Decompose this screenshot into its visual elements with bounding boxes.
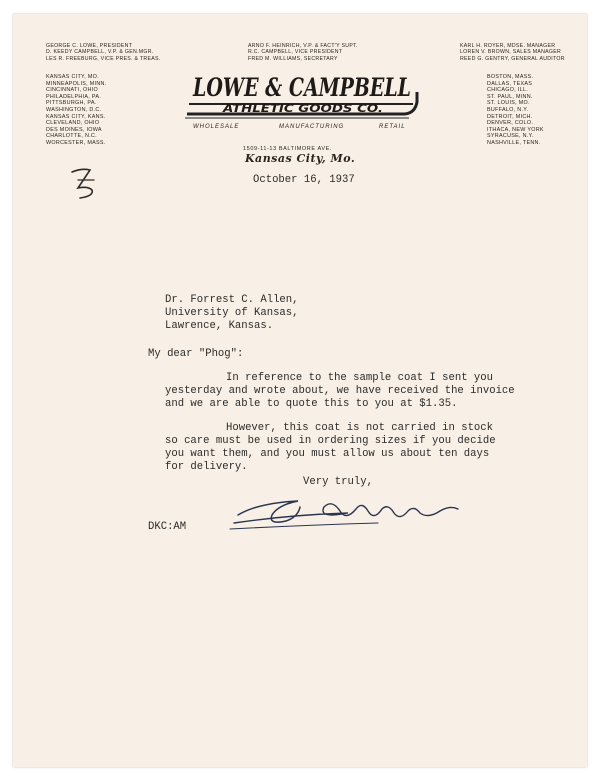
company-city: Kansas City, Mo.: [245, 152, 356, 165]
city-line: CINCINNATI, OHIO: [46, 87, 99, 94]
city-line: DENVER, COLO.: [487, 120, 534, 127]
city-line: ST. LOUIS, MO.: [487, 100, 530, 107]
logo-tag-retail: RETAIL: [379, 124, 406, 130]
officers-right: [460, 43, 565, 62]
officers-left: [46, 43, 160, 62]
logo-main-text: LOWE & CAMPBELL: [192, 73, 411, 102]
paragraph-2-line: so care must be used in ordering sizes if you decide: [165, 435, 496, 447]
officers-center: [248, 43, 358, 62]
city-line: NASHVILLE, TENN.: [487, 139, 541, 146]
city-line: KANSAS CITY, MO.: [46, 74, 99, 80]
officer-line: FRED M. WILLIAMS, SECRETARY: [248, 55, 338, 62]
recipient-line: University of Kansas,: [165, 307, 299, 319]
recipient-line: Dr. Forrest C. Allen,: [165, 294, 299, 306]
paragraph-2-line: However, this coat is not carried in stock: [226, 422, 494, 434]
city-line: MINNEAPOLIS, MINN.: [46, 80, 107, 87]
city-line: DES MOINES, IOWA: [46, 126, 102, 133]
city-line: PHILADELPHIA, PA.: [46, 93, 102, 100]
city-line: WASHINGTON, D.C.: [46, 106, 102, 113]
handwritten-mark-icon: [68, 164, 102, 204]
logo-sub-text: ATHLETIC GOODS CO.: [221, 102, 383, 115]
logo-tag-wholesale: WHOLESALE: [193, 124, 240, 130]
typist-initials: DKC:AM: [148, 521, 187, 533]
city-line: DETROIT, MICH.: [487, 113, 533, 120]
city-line: KANSAS CITY, KANS.: [46, 113, 106, 120]
city-line: DALLAS, TEXAS: [487, 80, 533, 87]
company-address: 1509-11-13 BALTIMORE AVE.: [243, 146, 332, 152]
logo-tag-manufacturing: MANUFACTURING: [279, 124, 345, 130]
officer-line: D. KEEDY CAMPBELL, V.P. & GEN.MGR.: [46, 49, 154, 56]
officer-line: R.C. CAMPBELL, VICE PRESIDENT: [248, 49, 343, 56]
city-line: ST. PAUL, MINN.: [487, 93, 533, 100]
officer-line: GEORGE C. LOWE, PRESIDENT: [46, 43, 133, 49]
cities-left: [46, 74, 107, 147]
company-logo: [183, 66, 419, 132]
city-line: SYRACUSE, N.Y.: [487, 133, 534, 140]
paragraph-1-line: and we are able to quote this to you at $1.35.: [165, 398, 458, 410]
officer-line: ARNO F. HEINRICH, V.P. & FACT'Y SUPT.: [248, 43, 358, 49]
city-line: CLEVELAND, OHIO: [46, 120, 100, 127]
city-line: WORCESTER, MASS.: [46, 139, 106, 146]
officer-line: KARL H. ROYER, MDSE. MANAGER: [460, 43, 556, 49]
city-line: CHICAGO, ILL.: [487, 87, 529, 94]
salutation: My dear "Phog":: [148, 348, 244, 360]
city-line: ITHACA, NEW YORK: [487, 126, 544, 133]
city-line: CHARLOTTE, N.C.: [46, 133, 97, 140]
letter-date: October 16, 1937: [253, 174, 355, 186]
officer-line: LES R. FREEBURG, VICE PRES. & TREAS.: [46, 55, 161, 62]
officer-line: LOREN V. BROWN, SALES MANAGER: [460, 49, 562, 56]
paragraph-1-line: In reference to the sample coat I sent you: [226, 372, 494, 384]
city-line: BOSTON, MASS.: [487, 74, 534, 80]
recipient-line: Lawrence, Kansas.: [165, 320, 274, 332]
city-line: BUFFALO, N.Y.: [487, 106, 529, 113]
city-line: PITTSBURGH, PA.: [46, 100, 97, 107]
paragraph-1-line: yesterday and wrote about, we have received the invoice: [165, 385, 515, 397]
cities-right: [487, 74, 544, 147]
paragraph-2-line: you want them, and you must allow us about ten days: [165, 448, 490, 460]
paragraph-2-line: for delivery.: [165, 461, 248, 473]
signature: [228, 485, 468, 535]
closing: Very truly,: [303, 476, 373, 488]
officer-line: REED G. GENTRY, GENERAL AUDITOR: [460, 55, 565, 62]
